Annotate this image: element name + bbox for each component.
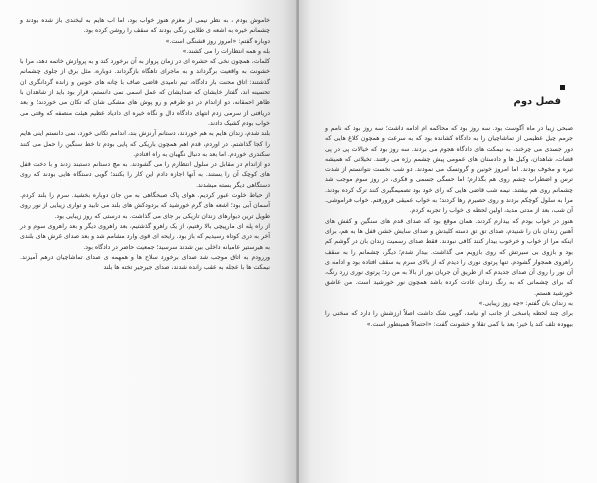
paragraph: برای چند لحظه پاسخی از جانب او نیامد، گویی شک داشت اصلاً ارزشش را دارد که سخنی را بیهوده تلف کند یا خیر؛ بعد با کمی تقلا و خشونت گفت: «احتمالاً همینطور است.» [325, 310, 573, 328]
left-page-body [20, 16, 270, 273]
paragraph: بله و همه انتظارات را می کشند.» [182, 47, 270, 55]
paragraph: دوباره گفتم: «امروز روز قشنگی است.» [165, 37, 270, 45]
paragraph: وررودم به اتاق موجب شد صدای برخورد سلاح ها و همهمه ی صدای تماشاچیان درهم آمیزند. نیمکت ها با عجله به عقب رانده شدند، صدای جیرجیر تخته ها بلند [20, 253, 270, 272]
paragraph: کلمات، همچون نخی که حشره ای در زمان پرواز به آن برخورد کند و به پروازش خاتمه دهد، مرا با خشونت به واقعیت برگرداند و به ماجرای تاهگاه بازگرداند. دوباره، مثل برق از جلوی چشمانم گذشتند: اتاق محنت بار دادگاه، تیم نامیدی قاضی صاف با چانه های خونین و زانده گردانگری ان تحسینه اند، گفتار خایشان که صدایشان که عمل اسمی نمی دانستم، قرار بود باید از شاهدان با ظاهر احمقانه، دو ازاندام در دو طرفم و رو پوش های مشکی شان که تکان می خوردند؛ و بعد دریافتی از سرمی زدم انتهای دادگاه دال و نگاه خیره ای دادیاد عظیم هیئت منصفه که وقتی می خواب بودم کشیک دادند. [20, 58, 270, 127]
paragraph: خاموش بودم ، به نظر نیمی از مغزم هنوز خواب بود، اما اب هایم به لبخندی باز شده بودند و چشمانم خیره به اشعه ی طلایی رنگی بودند که سقف را روشن کرده بود. [20, 17, 270, 35]
paragraph: دو ازاندام در مقابل در سلول انتظارم را می گشودند. به مچ دستانم دستبند زدند و با دخت قفل های کوچک آن را بستند. به آنها اجازه دادم این کار را بکنند؛ گویی دستگاه هایی بودند که روی دستگاهی دیگر بسته میشدند. [20, 161, 270, 189]
right-page-body [325, 124, 573, 330]
paragraph: از راه پله ای مارپیچی بالا رفتیم، از یک راهرو گذشتیم، بعد راهروی دیگر و بعد راهروی سوم و در آخر به دری کوتاه رسیدیم که باز بود. رایحه ای قوی وارد مشامم شد و بعد صدای غرش های بلندی به هیرستیر عامیانه داخلی بین شدند سرسید؛ جمعیت حاضر در دادگاه بود. [20, 222, 270, 251]
paragraph: به زندان بان گفتم: «چه روز زیبایی.» [478, 300, 573, 308]
square-bullet-icon [560, 85, 565, 90]
right-page [299, 0, 597, 483]
paragraph: بلند شدم، زندان هایم به هم خوردند، دستانم آرنزش بند، اندامم تکانی خورد، نمی دانستم اینی هایم را کجا گذاشتم. در اوردم، قدم اهم همچون باریکی که پایی بودم تا خط سنگین را حمل می کنند سکندری خوردم. اما بعد به دنبال نگهبان به راه افتادم. [20, 130, 270, 158]
paragraph: از حیاط خلوت عبور کردیم. هوای پاک صبحگاهی به من جان دوباره بخشید. سرم را بلند کردم. آسمان آبی بود؛ اشعه های گرم خورشید که بردودکش های بلند می تابید و تواری زیبایی از نور روی طویل ترین دیوارهای زندان تاریکی بر جای می گذاشت. به درستی که روز زیبایی بود. [20, 192, 270, 220]
chapter-title: فصل دوم [513, 96, 561, 107]
paragraph: صبحی زیبا در ماه آگوست بود. سه روز بود که محاکمه ام ادامه داشت؛ سه روز بود که نامم و جرمم چیل عظیمی از تماشاچیان را به دادگاه کشانده بود که به سرعت و همچون کلاغ هایی که دور جسدی می چرخند، به نیمکت های دادگاه هجوم می بردند. سه روز بود که خیالات پی در پی قضات، شاهدان، وکیل ها و دادستان های عمومی پیش چشمم رژه می رفتند. تخیلاتی که همیشه تیره و مخوف بودند. اما امروز خونین و گروتسک می نمودند. دو شب نخست نتوانستم از شدت ترس و اضطراب چشم روی هم بگذارم؛ اما حسگی جسمی و فکری، در روز سوم موجب شد چشمانم روی هم بیفتند. نیمه شب قاضی هایی که رای خود بود تصمیمگیری کنند ترک کرده بودند. مرا به سلول کوچکم بردند و روی حصیرم رها کردند؛ به خواب عمیقی فرورفتم. خواب فراموشی. آن شب، بعد از مدتی مدید، اولین لحظه ی خواب را تجربه کردم. [325, 125, 573, 215]
paragraph: هنوز در خواب بودم که بیدارم کردند. همان موقع بود که صدای قدم های سنگین و کفش های آهنین زندان بان را شنیدم، صدای تق تق دسته کلیدش و صدای سایش خشن قفل ها به هم، برای اینکه مرا از خواب و خرخوب بیدار کنند کافی نبودند. فقط صدای رسمیت زندان بان در گوشم کم بود و بازوی بی سیرتش که روی بازویم می گذاشت. بیدار شدم؛ دیگر، چشمانم را به سقف راهروی همجوار گشودم. تنها پرتوی نوری را دیدم که از بالای سرم به سقف افتاده بود و ادامه ی آن نور را روی آن صدای جدیدم که از طریق آن جریان نور از بالا به من زد؛ پرتوی نوری زرد رنگ، که برای چشمانی که به رنگ زندان عادت کرده باشد همچون نور خورشید است. من عاشق خورشید هستم. [325, 217, 573, 297]
left-page [0, 0, 297, 483]
